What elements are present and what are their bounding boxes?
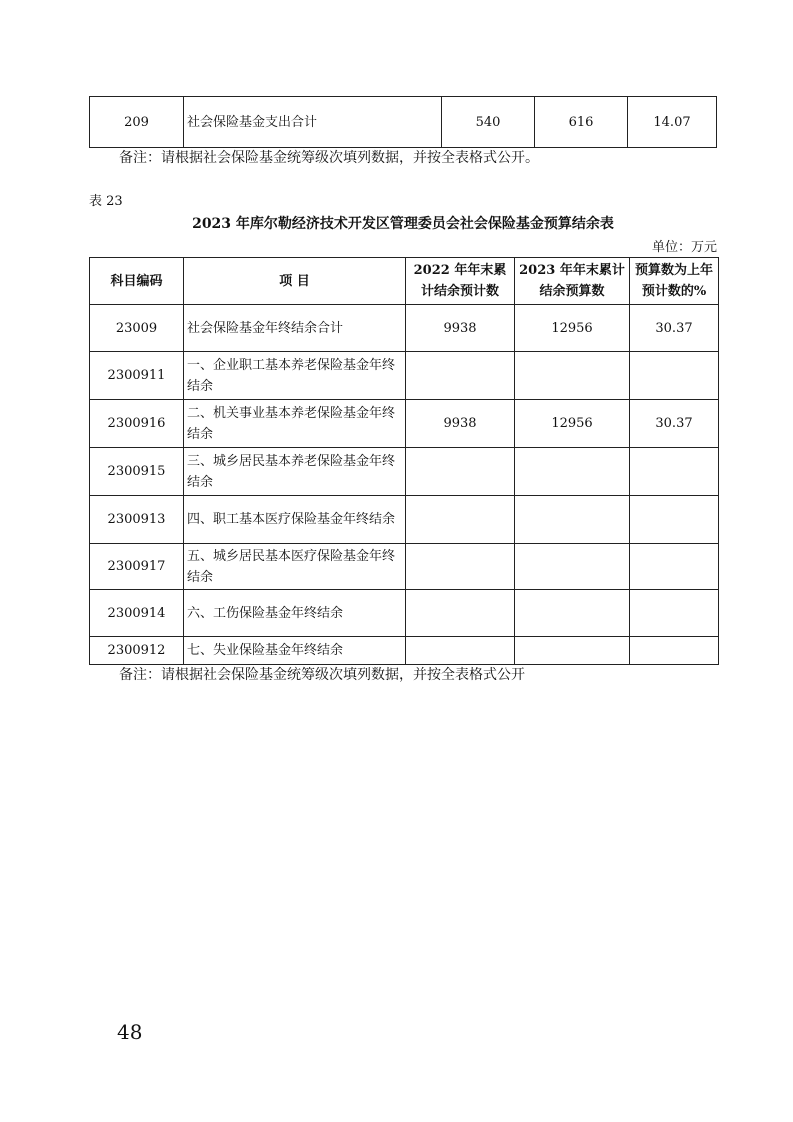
item-cell: 七、失业保险基金年终结余 [184, 637, 406, 665]
value-cell [515, 352, 630, 400]
value-cell: 12956 [515, 305, 630, 352]
table-row [90, 400, 719, 448]
code-cell: 2300914 [90, 590, 184, 637]
table-row [90, 544, 719, 590]
value-cell [406, 544, 515, 590]
percent-cell [630, 496, 719, 544]
footnote: 备注：请根据社会保险基金统筹级次填列数据，并按全表格式公开。 [119, 150, 539, 166]
header-budget: 2023 年年末累计结余预算数 [515, 258, 630, 305]
percent-cell [630, 352, 719, 400]
value-cell [406, 590, 515, 637]
value-cell [515, 496, 630, 544]
code-cell: 2300916 [90, 400, 184, 448]
code-cell: 209 [90, 97, 184, 148]
code-cell: 2300917 [90, 544, 184, 590]
header-item: 项 目 [184, 258, 406, 305]
value-cell [515, 448, 630, 496]
table-row [90, 590, 719, 637]
item-cell: 四、职工基本医疗保险基金年终结余 [184, 496, 406, 544]
item-cell: 五、城乡居民基本医疗保险基金年终结余 [184, 544, 406, 590]
expenditure-table [89, 96, 717, 148]
value-cell: 9938 [406, 305, 515, 352]
balance-table [89, 257, 719, 665]
percent-cell: 30.37 [630, 305, 719, 352]
percent-cell [630, 590, 719, 637]
value-cell [406, 637, 515, 665]
unit-label: 单位：万元 [651, 240, 717, 255]
code-cell: 2300912 [90, 637, 184, 665]
code-cell: 2300915 [90, 448, 184, 496]
percent-cell: 14.07 [628, 97, 717, 148]
header-row [90, 258, 719, 305]
value-cell [406, 352, 515, 400]
table-row [90, 305, 719, 352]
item-cell: 六、工伤保险基金年终结余 [184, 590, 406, 637]
percent-cell: 30.37 [630, 400, 719, 448]
value-cell [515, 544, 630, 590]
table-row [90, 496, 719, 544]
value-cell [406, 496, 515, 544]
value-cell: 12956 [515, 400, 630, 448]
table-row [90, 448, 719, 496]
table-row [90, 97, 717, 148]
code-cell: 23009 [90, 305, 184, 352]
value-cell: 616 [535, 97, 628, 148]
value-cell [515, 637, 630, 665]
page-number: 48 [117, 1020, 143, 1044]
percent-cell [630, 544, 719, 590]
value-cell: 9938 [406, 400, 515, 448]
page-title: 2023 年库尔勒经济技术开发区管理委员会社会保险基金预算结余表 [192, 216, 614, 232]
item-cell: 一、企业职工基本养老保险基金年终结余 [184, 352, 406, 400]
code-cell: 2300913 [90, 496, 184, 544]
table-row [90, 352, 719, 400]
item-cell: 社会保险基金年终结余合计 [184, 305, 406, 352]
header-code: 科目编码 [90, 258, 184, 305]
footnote: 备注：请根据社会保险基金统筹级次填列数据，并按全表格式公开 [119, 667, 525, 683]
value-cell [406, 448, 515, 496]
percent-cell [630, 637, 719, 665]
value-cell: 540 [442, 97, 535, 148]
item-cell: 三、城乡居民基本养老保险基金年终结余 [184, 448, 406, 496]
percent-cell [630, 448, 719, 496]
item-cell: 二、机关事业基本养老保险基金年终结余 [184, 400, 406, 448]
item-cell: 社会保险基金支出合计 [184, 97, 442, 148]
code-cell: 2300911 [90, 352, 184, 400]
header-prev: 2022 年年末累计结余预计数 [406, 258, 515, 305]
table-label: 表 23 [89, 194, 123, 209]
table-row [90, 637, 719, 665]
header-percent: 预算数为上年预计数的% [630, 258, 719, 305]
value-cell [515, 590, 630, 637]
